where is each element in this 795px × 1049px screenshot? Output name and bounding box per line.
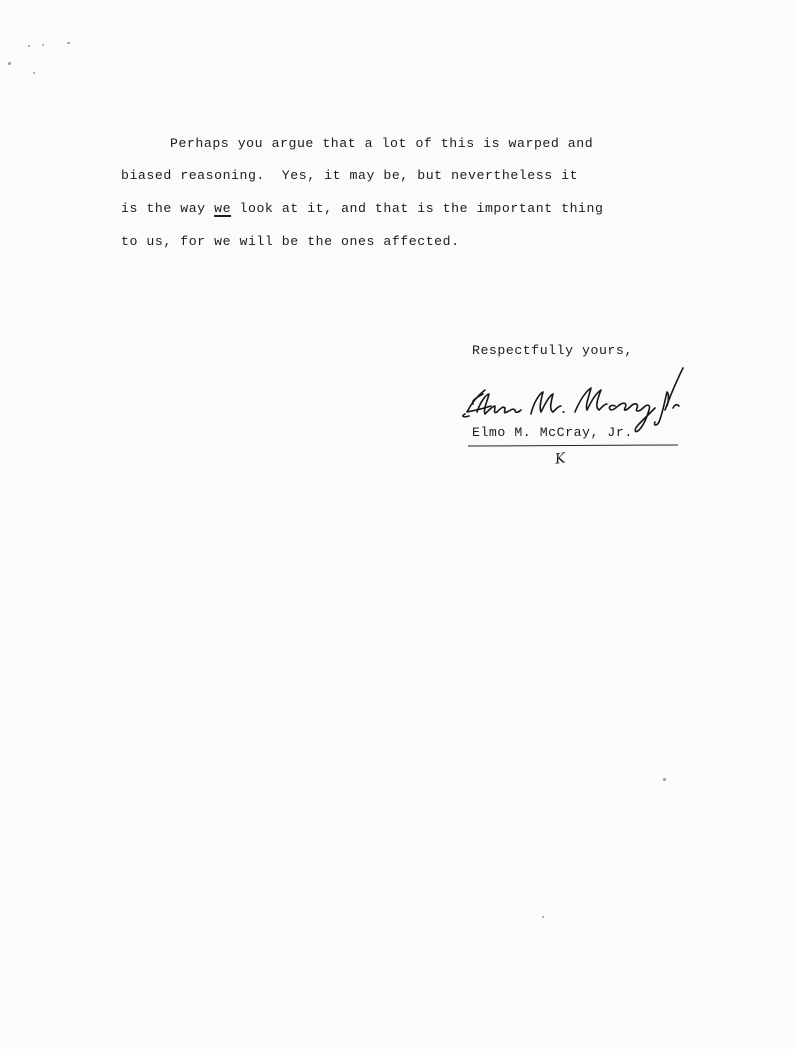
initial-mark: K <box>553 450 567 468</box>
body-line-2: biased reasoning. Yes, it may be, but nevertheless it <box>121 168 579 183</box>
paper-speck <box>663 778 666 781</box>
paper-speck <box>33 72 35 74</box>
paper-speck <box>67 42 70 44</box>
paper-speck <box>8 62 11 65</box>
body-line-3-end: look at it, and that is the important thing <box>231 201 604 216</box>
paper-speck <box>542 916 544 918</box>
paper-speck <box>42 44 44 46</box>
handwritten-signature <box>455 360 695 470</box>
paper-speck <box>28 45 30 47</box>
emphasized-word: we <box>214 201 232 216</box>
body-line-1: Perhaps you argue that a lot of this is warped and <box>170 136 594 151</box>
body-line-4: to us, for we will be the ones affected. <box>121 234 460 249</box>
typed-signatory-name: Elmo M. McCray, Jr. <box>472 425 633 440</box>
body-line-3-start: is the way <box>121 201 215 216</box>
complimentary-close: Respectfully yours, <box>472 343 633 358</box>
body-line-3 <box>121 201 603 216</box>
